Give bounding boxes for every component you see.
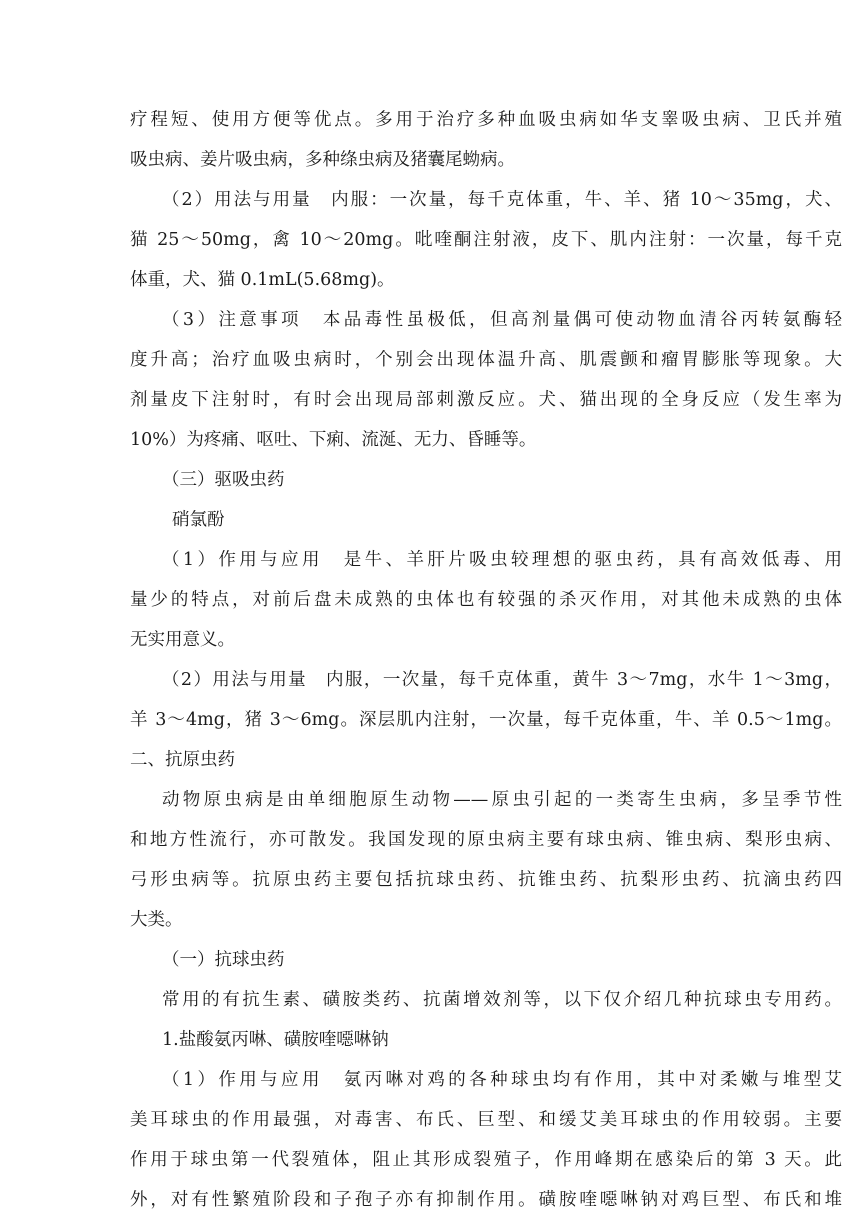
- text-line: 美耳球虫的作用最强，对毒害、布氏、巨型、和缓艾美耳球虫的作用较弱。主要: [130, 1110, 842, 1130]
- text-line: 猫 25～50mg，禽 10～20mg。吡喹酮注射液，皮下、肌内注射：一次量，每千克: [130, 230, 842, 250]
- text-line: 弓形虫病等。抗原虫药主要包括抗球虫药、抗锥虫药、抗梨形虫药、抗滴虫药四: [130, 870, 842, 890]
- text-line: （1）作用与应用 是牛、羊肝片吸虫较理想的驱虫药，具有高效低毒、用: [162, 550, 842, 570]
- text-line: （3）注意事项 本品毒性虽极低，但高剂量偶可使动物血清谷丙转氨酶轻: [162, 310, 842, 330]
- section-heading: 二、抗原虫药: [130, 750, 235, 770]
- text-line: 剂量皮下注射时，有时会出现局部刺激反应。犬、猫出现的全身反应（发生率为: [130, 390, 842, 410]
- text-line: 常用的有抗生素、磺胺类药、抗菌增效剂等，以下仅介绍几种抗球虫专用药。: [162, 990, 842, 1010]
- text-line: 体重，犬、猫 0.1mL(5.68mg)。: [130, 270, 395, 290]
- text-line: 量少的特点，对前后盘未成熟的虫体也有较强的杀灭作用，对其他未成熟的虫体: [130, 590, 842, 610]
- text-line: （2）用法与用量 内服，一次量，每千克体重，黄牛 3～7mg，水牛 1～3mg，: [162, 670, 842, 690]
- text-line: （2）用法与用量 内服：一次量，每千克体重，牛、羊、猪 10～35mg，犬、: [162, 190, 842, 210]
- text-line: 作用于球虫第一代裂殖体，阻止其形成裂殖子，作用峰期在感染后的第 3 天。此: [130, 1150, 842, 1170]
- drug-name: 硝氯酚: [172, 510, 225, 530]
- text-line: 和地方性流行，亦可散发。我国发现的原虫病主要有球虫病、锥虫病、梨形虫病、: [130, 830, 842, 850]
- text-line: 度升高；治疗血吸虫病时，个别会出现体温升高、肌震颤和瘤胃膨胀等现象。大: [130, 350, 842, 370]
- text-line: 动物原虫病是由单细胞原生动物——原虫引起的一类寄生虫病，多呈季节性: [162, 790, 842, 810]
- drug-name: 1.盐酸氨丙啉、磺胺喹噁啉钠: [162, 1030, 389, 1050]
- text-line: 无实用意义。: [130, 630, 235, 650]
- text-line: 羊 3～4mg，猪 3～6mg。深层肌内注射，一次量，每千克体重，牛、羊 0.5～1mg。: [130, 710, 842, 730]
- text-line: 吸虫病、姜片吸虫病，多种绦虫病及猪囊尾蚴病。: [130, 150, 515, 170]
- text-line: 大类。: [130, 910, 183, 930]
- section-heading: （三）驱吸虫药: [162, 470, 285, 490]
- text-line: （1）作用与应用 氨丙啉对鸡的各种球虫均有作用，其中对柔嫩与堆型艾: [162, 1070, 842, 1090]
- section-heading: （一）抗球虫药: [162, 950, 285, 970]
- text-line: 疗程短、使用方便等优点。多用于治疗多种血吸虫病如华支睾吸虫病、卫氏并殖: [130, 110, 842, 130]
- text-line: 外，对有性繁殖阶段和子孢子亦有抑制作用。磺胺喹噁啉钠对鸡巨型、布氏和堆: [130, 1190, 842, 1210]
- text-line: 10%）为疼痛、呕吐、下痢、流涎、无力、昏睡等。: [130, 430, 537, 450]
